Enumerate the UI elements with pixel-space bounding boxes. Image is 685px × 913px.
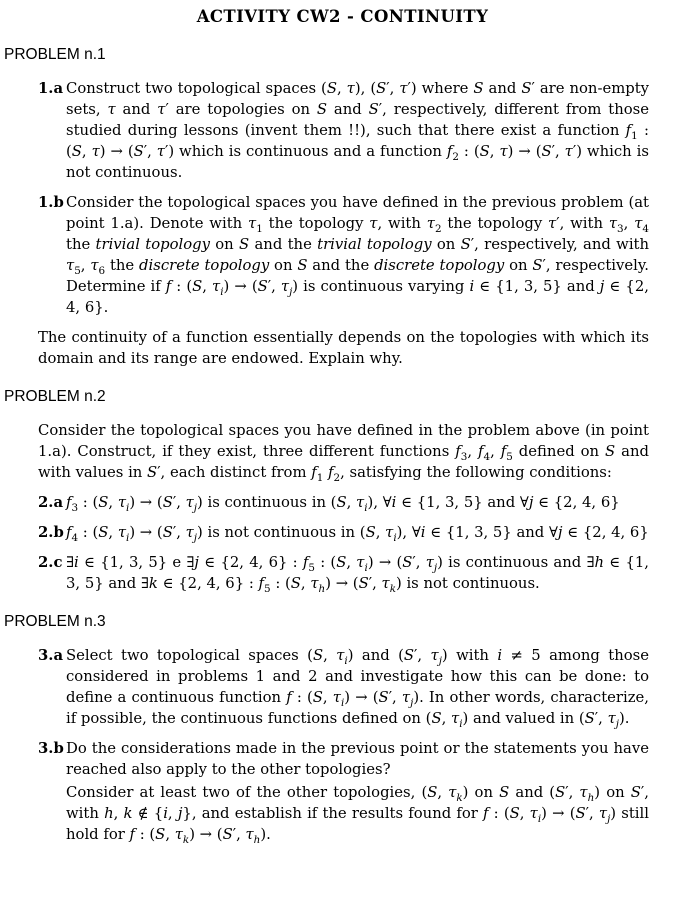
problem-item <box>38 552 649 594</box>
document-header <box>0 6 685 27</box>
item-label: 3.b <box>38 740 64 757</box>
item-text <box>66 78 649 183</box>
item-text <box>66 192 649 318</box>
problem-item <box>38 738 649 845</box>
paragraph: $f_3$ : (S, $\tau_i) \to (S'$, $\tau_j$) is continuous in (S, $\tau_i$), ∀i ∈ {1, 3, 5} and ∀j ∈ {2, 4, 6} <box>66 494 620 514</box>
body-paragraph-block <box>38 327 649 369</box>
paragraph: $f_4$ : (S, $\tau_i) \to (S'$, $\tau_j$) is not continuous in (S, $\tau_i$), ∀i ∈ {1, 3, 5} and ∀j ∈ {2, 4, 6} <box>66 524 649 544</box>
item-label: 2.a <box>38 494 64 511</box>
paragraph: Do the considerations made in the previous point or the statements you have reached also apply to the other topologies? <box>66 740 649 778</box>
paragraph: ∃i ∈ {1, 3, 5} e ∃j ∈ {2, 4, 6} : $f_5$ : (S, $\tau_i) \to (S'$, $\tau_j$) is continuous and ∃h ∈ {1, 3, 5} and ∃k ∈ {2, 4, 6} : $f_5$ : (S, $\tau_h) \to (S'$, $\tau_k$) is not continuous. <box>66 554 649 595</box>
problem-heading: PROBLEM n.3 <box>4 613 106 630</box>
document-body <box>0 44 685 845</box>
problem-item <box>38 645 649 729</box>
item-text <box>66 522 649 543</box>
item-label: 2.c <box>38 554 63 571</box>
item-label: 1.a <box>38 80 64 97</box>
item-label: 3.a <box>38 647 64 664</box>
problem-item <box>38 78 649 183</box>
paragraph: Select two topological spaces (S, $\tau_i$) and (S′, $\tau_j$) with i ≠ 5 among those considered in problems 1 and 2 and investigate how this can be done: to define a continuous function f : (S, $\tau_i) \to (S'$, $\tau_j$). In other words, characterize, if possible, the continuous functions defined on (S, $\tau_i$) and valued in (S′, $\tau_j$). <box>66 647 649 730</box>
item-text <box>66 492 649 513</box>
paragraph: Consider the topological spaces you have defined in the problem above (in point 1.a). Construct, if they exist, three different functions $f_3$, $f_4$, $f_5$ defined on S and with values in S′, each distinct from $f_1$ $f_2$, satisfying the following conditions: <box>38 422 649 484</box>
problem-item <box>38 492 649 513</box>
item-text <box>66 552 649 594</box>
item-text <box>66 738 649 845</box>
problem-item <box>38 522 649 543</box>
problem-heading: PROBLEM n.1 <box>4 46 106 63</box>
item-text <box>38 420 649 483</box>
body-paragraph-block <box>38 420 649 483</box>
item-text <box>38 327 649 369</box>
problem-item <box>38 192 649 318</box>
paragraph: Consider at least two of the other topologies, (S, $\tau_k$) on S and (S′, $\tau_h$) on S′, with h, k ∉ {i, j}, and establish if the results found for f : (S, $\tau_i) \to (S'$, $\tau_j$) still hold for f : (S, $\tau_k) \to (S'$, $\tau_h$). <box>66 784 649 846</box>
paragraph: The continuity of a function essentially depends on the topologies with which its domain and its range are endowed. Explain why. <box>38 329 649 367</box>
document-title: ACTIVITY CW2 - CONTINUITY <box>196 7 489 26</box>
item-label: 2.b <box>38 524 64 541</box>
paragraph: Consider the topological spaces you have defined in the previous problem (at point 1.a). Denote with $\tau_1$ the topology τ, with $\tau_2$ the topology τ′, with $\tau_3$, $\tau_4$ the trivial topology on S and the trivial topology on S′, respectively, and with $\tau_5$, $\tau_6$ the discrete topology on S and the discrete topology on S′, respectively. Determine if f : (S, $\tau_i) \to (S'$, $\tau_j$) is continuous varying i ∈ {1, 3, 5} and j ∈ {2, 4, 6}. <box>66 194 650 316</box>
item-text <box>66 645 649 729</box>
item-label: 1.b <box>38 194 64 211</box>
paragraph: Construct two topological spaces (S, τ), (S′, τ′) where S and S′ are non-empty sets, τ and τ′ are topologies on S and S′, respectively, different from those studied during lessons (invent them !!), such that there exist a function $f_1$ : (S, τ) → (S′, τ′) which is continuous and a function $f_2$ : (S, τ) → (S′, τ′) which is not continuous. <box>66 80 650 181</box>
problem-heading: PROBLEM n.2 <box>4 388 106 405</box>
